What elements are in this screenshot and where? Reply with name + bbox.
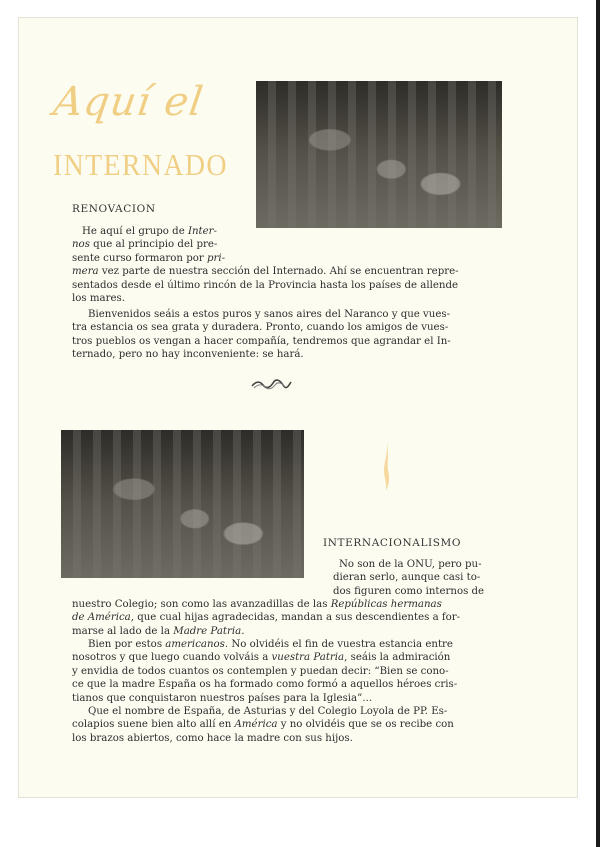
text-line: Que el nombre de España, de Asturias y del Colegio Loyola de PP. Es- (88, 706, 448, 717)
text-line: de América, que cual hijas agradecidas, mandan a sus descendientes a for- (72, 612, 461, 624)
text-line: Bienvenidos seáis a estos puros y sanos aires del Naranco y que vues- (88, 309, 451, 320)
paragraph-internacionalismo-1a (323, 558, 550, 598)
paragraph-renovacion-2 (72, 308, 550, 362)
text-line: marse al lado de la Madre Patria. (72, 625, 245, 637)
text-line: sente curso formaron por pri- (72, 252, 226, 264)
photo-boarders-group (256, 81, 502, 228)
paragraph-internacionalismo-2 (72, 638, 550, 705)
flame-ornament-icon (378, 440, 394, 492)
text-line: No son de la ONU, pero pu- (339, 559, 482, 570)
text-line: dos figuren como internos de (333, 585, 485, 597)
text-line: ce que la madre España os ha formado como formó a aquellos héroes cris- (72, 679, 458, 691)
text-line: He aquí el grupo de Inter- (82, 226, 217, 237)
text-line: los brazos abiertos, como hace la madre con sus hijos. (72, 732, 353, 744)
text-line: ternado, pero no hay inconveniente: se hará. (72, 349, 304, 361)
paragraph-internacionalismo-1b (72, 598, 550, 638)
title-script: Aquí el (50, 79, 207, 125)
photo-americans-group (61, 430, 304, 578)
text-line: tra estancia os sea grata y duradera. Pronto, cuando los amigos de vues- (72, 322, 449, 334)
paragraph-renovacion-1 (72, 225, 550, 305)
text-line: sentados desde el último rincón de la Provincia hasta los países de allende (72, 279, 459, 291)
text-line: colapios suene bien alto allí en América y no olvidéis que se os recibe con (72, 719, 454, 731)
title-caps: INTERNADO (53, 147, 228, 182)
paragraph-internacionalismo-3 (72, 705, 550, 745)
text-line: nos que al principio del pre- (72, 239, 218, 251)
heading-internacionalismo: INTERNACIONALISMO (323, 537, 462, 549)
text-line: y envidia de todos cuantos os contemplen y puedan decir: “Bien se cono- (72, 665, 449, 677)
text-line: tianos que conquistaron nuestros países para la Iglesia”... (72, 692, 373, 704)
scan-edge (596, 0, 600, 847)
text-line: los mares. (72, 293, 125, 305)
text-line: mera vez parte de nuestra sección del Internado. Ahí se encuentran repre- (72, 266, 459, 278)
heading-renovacion: RENOVACION (72, 203, 156, 215)
text-line: nuestro Colegio; son como las avanzadillas de las Repúblicas hermanas (72, 599, 442, 610)
text-line: nosotros y que luego cuando volváis a vuestra Patria, seáis la admiración (72, 652, 451, 664)
text-line: tros pueblos os vengan a hacer compañía, tendremos que agrandar el In- (72, 335, 451, 347)
text-line: Bien por estos americanos. No olvidéis el fin de vuestra estancia entre (88, 639, 453, 650)
text-line: dieran serlo, aunque casi to- (333, 572, 481, 584)
wave-ornament-icon (250, 378, 292, 390)
